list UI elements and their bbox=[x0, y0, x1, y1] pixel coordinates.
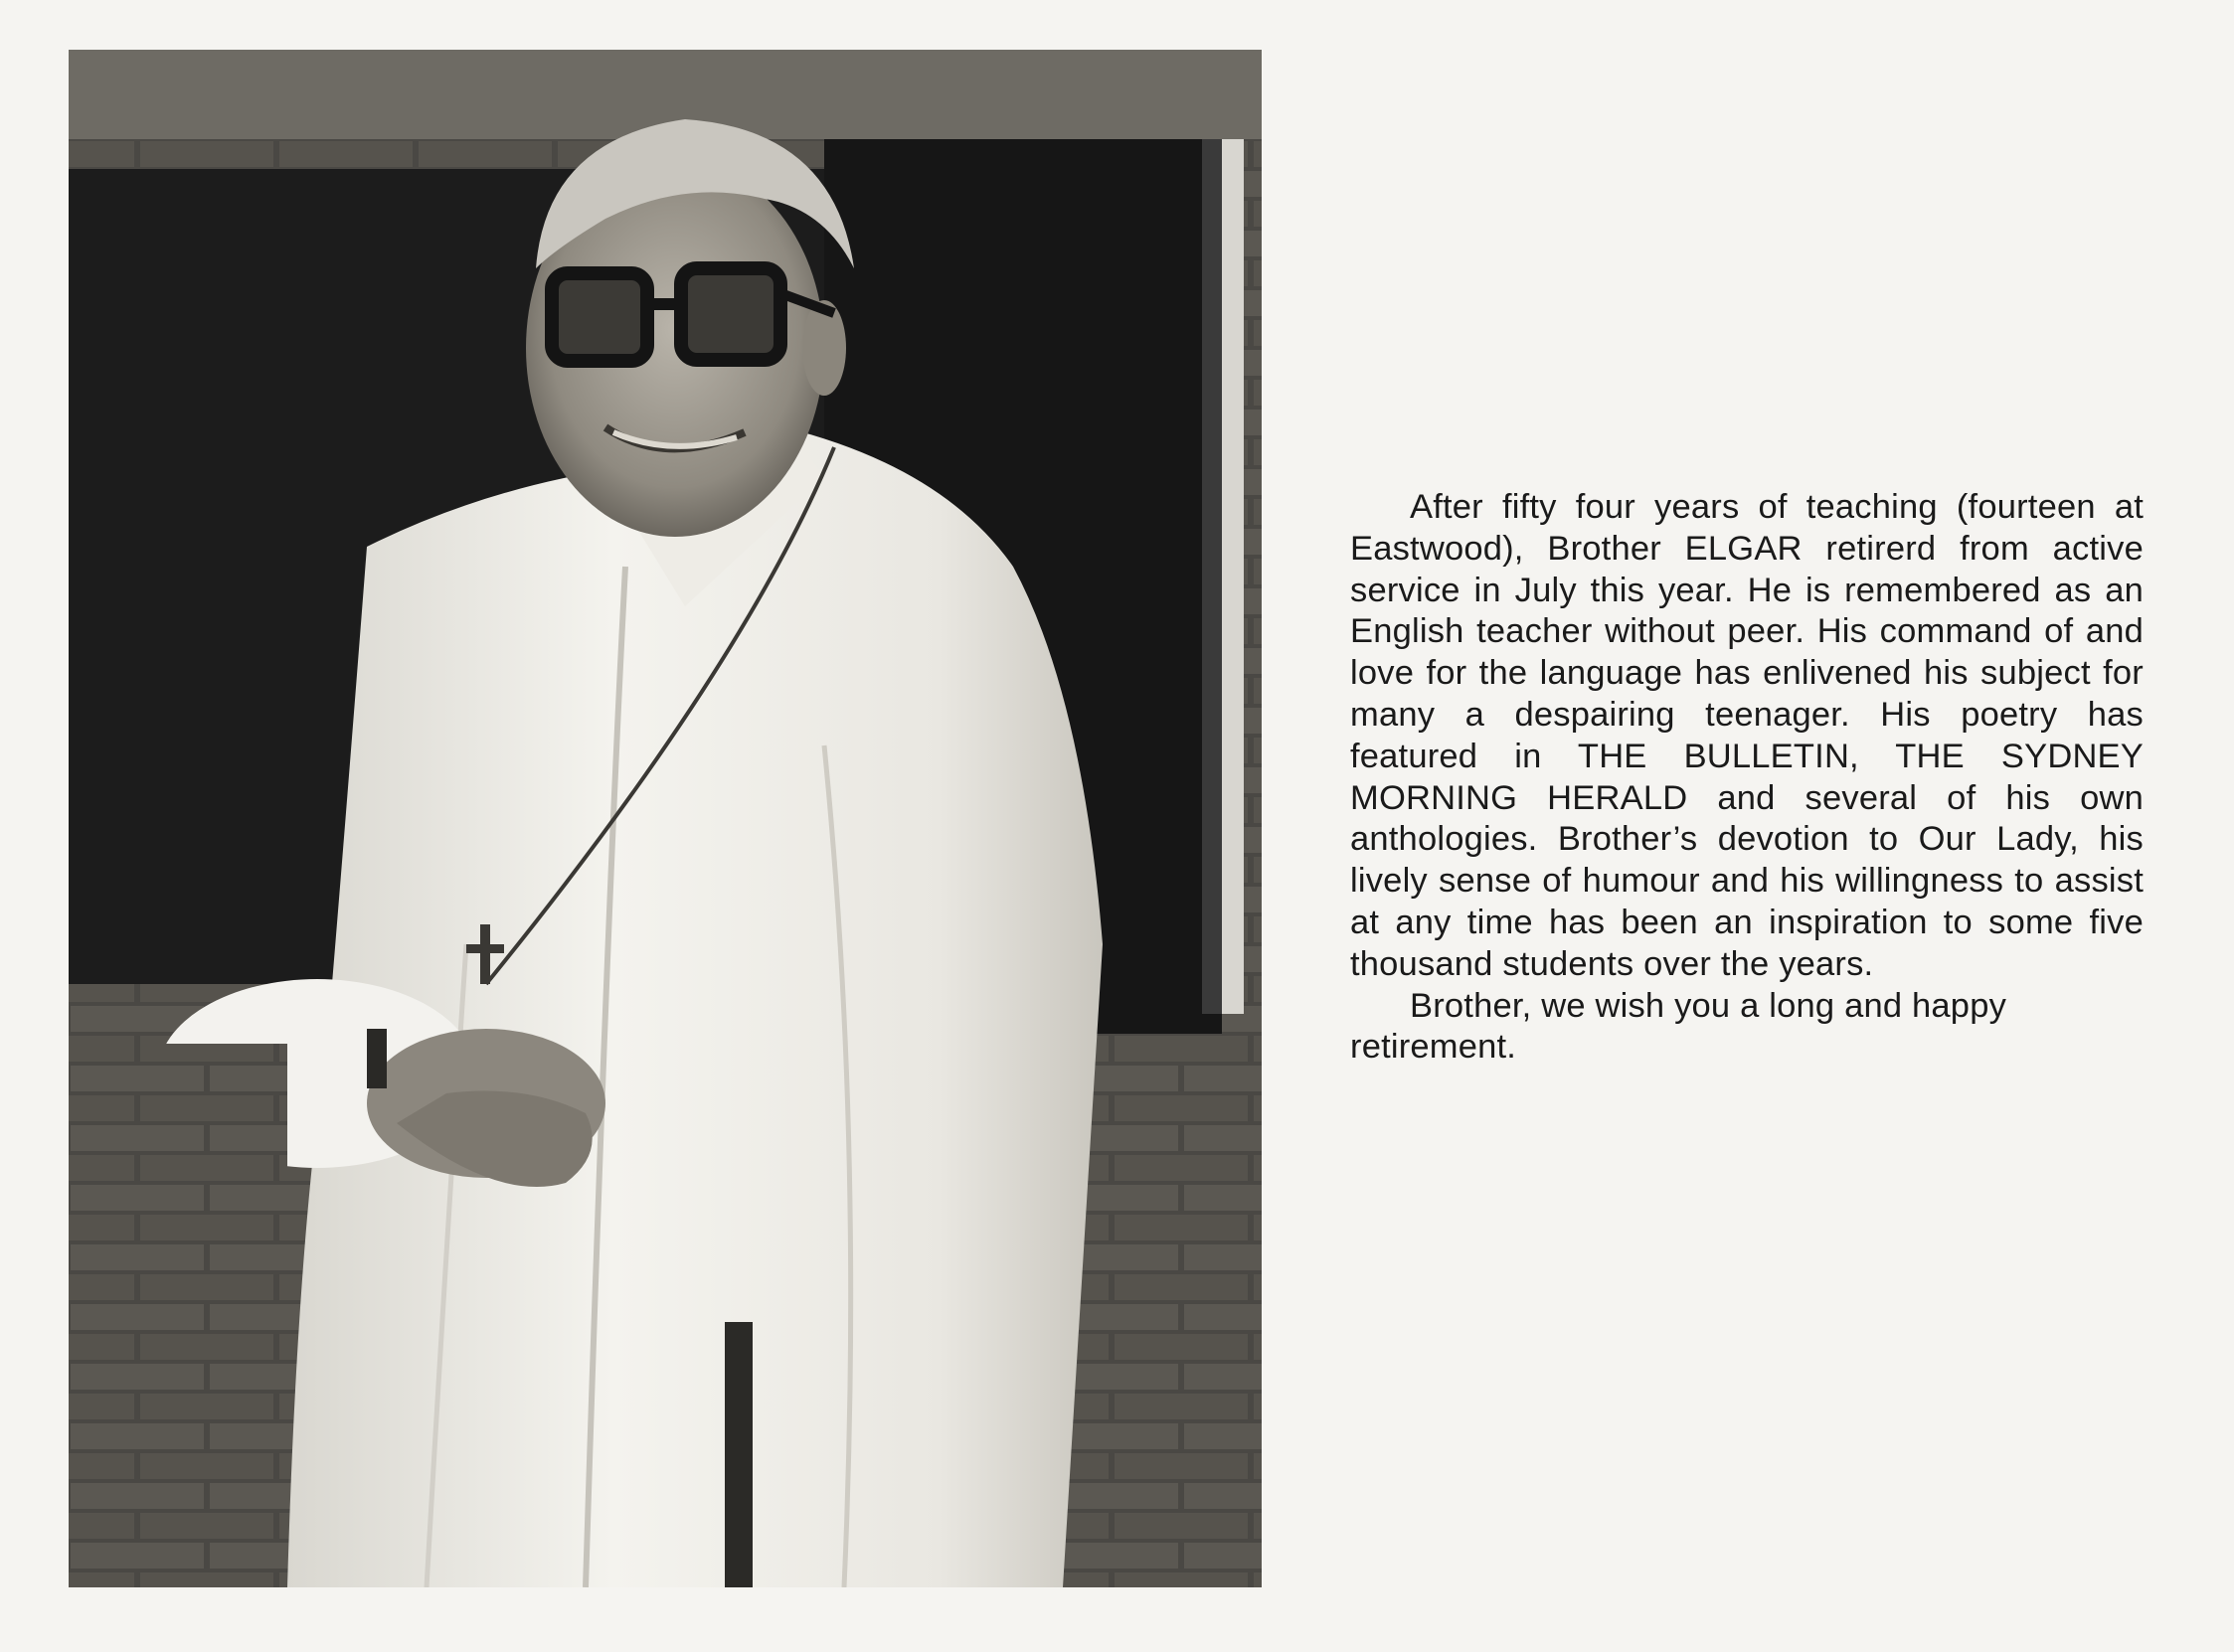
portrait-photo bbox=[69, 50, 1262, 1587]
article-paragraph-2: Brother, we wish you a long and happy retirement. bbox=[1350, 986, 2007, 1067]
portrait-photo-image bbox=[69, 50, 1262, 1587]
article-paragraph-1: After fifty four years of teaching (fourteen at Eastwood), Brother ELGAR retirerd from active service in July this year. He is remembered as an English teacher without peer. His command of and love for the language has enlivened his subject for many a despairing teenager. His poetry has featured in THE BULLETIN, THE SYDNEY MORNING HERALD and several of his own anthologies. Brother’s devotion to Our Lady, his lively sense of humour and his willingness to assist at any time has been an inspiration to some five thousand students over the years. bbox=[1350, 488, 2144, 983]
article-text bbox=[1350, 487, 2144, 1069]
